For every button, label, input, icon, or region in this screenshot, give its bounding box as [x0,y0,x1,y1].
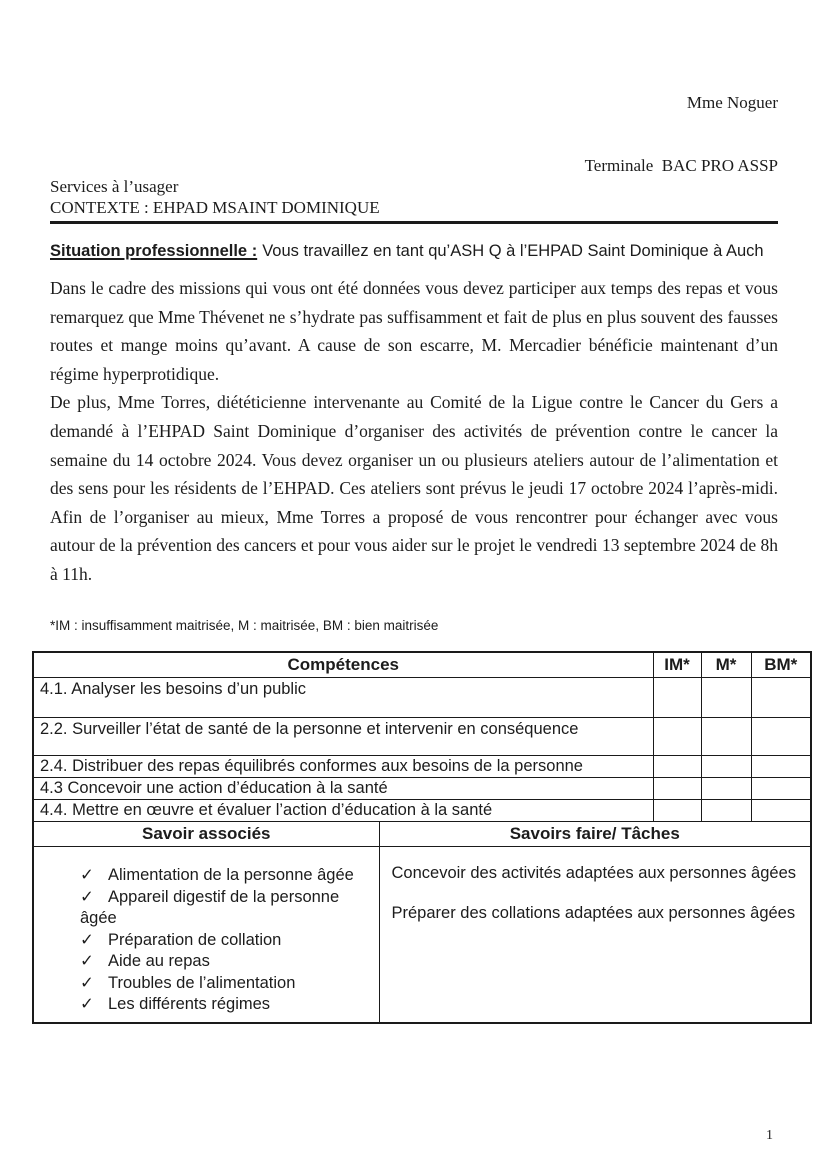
savoir-item-label: Préparation de collation [108,930,282,949]
teacher-name: Mme Noguer [686,93,778,112]
grade-cell-empty [701,756,751,778]
task-item: Concevoir des activités adaptées aux personnes âgées [391,864,796,883]
grade-cell-empty [751,756,811,778]
grade-cell-empty [751,800,811,822]
check-icon: ✓ [80,887,94,906]
competence-label: 4.4. Mettre en œuvre et évaluer l’action d’éducation à la santé [33,800,653,822]
savoir-associes-header: Savoir associés [33,822,379,847]
grade-cell-empty [701,800,751,822]
competence-label: 4.1. Analyser les besoins d’un public [33,678,653,718]
competence-label: 4.3 Concevoir une action d’éducation à la santé [33,778,653,800]
table-row [33,756,811,778]
table-row [33,778,811,800]
table-row [33,718,811,756]
grade-cell-empty [653,778,701,800]
class-level: Terminale BAC PRO ASSP [584,156,778,175]
list-item [80,930,369,952]
context-title: CONTEXTE : EHPAD MSAINT DOMINIQUE [50,198,380,217]
list-item [80,951,369,973]
check-icon: ✓ [80,995,94,1014]
grade-cell-empty [653,800,701,822]
situation-line [50,240,778,262]
document-header [50,50,778,224]
situation-text: Vous travaillez en tant qu’ASH Q à l’EHPAD Saint Dominique à Auch [262,242,764,260]
savoir-item-label: Appareil digestif de la personne âgée [80,887,340,928]
savoirs-check-list [40,849,373,1020]
savoirs-content-row [33,847,811,1023]
grading-legend-note: *IM : insuffisamment maitrisée, M : maitrisée, BM : bien maitrisée [50,617,439,633]
list-item [80,973,369,995]
header-right [585,50,778,218]
savoir-associes-cell [33,847,379,1023]
task-item: Préparer des collations adaptées aux personnes âgées [391,904,796,923]
savoir-item-label: Alimentation de la personne âgée [108,866,354,885]
list-item [80,865,369,887]
grade-cell-empty [751,718,811,756]
check-icon: ✓ [80,973,94,992]
paragraph: Dans le cadre des missions qui vous ont été données vous devez participer aux temps des repas et vous remarquez que Mme Thévenet ne s’hydrate pas suffisamment et fait de plus en plus souvent des fausses routes et mange moins qu’avant. A cause de son escarre, M. Mercadier bénéficie maintenant d’un régime hyperprotidique. [50,278,778,384]
check-icon: ✓ [80,930,94,949]
savoir-item-label: Les différents régimes [108,995,271,1014]
grade-header-m: M* [701,652,751,678]
list-item [80,994,369,1016]
competence-label: 2.2. Surveiller l’état de santé de la personne et intervenir en conséquence [33,718,653,756]
grade-cell-empty [653,678,701,718]
table-row [33,678,811,718]
savoirs-faire-cell [379,847,811,1023]
grade-header-bm: BM* [751,652,811,678]
page-number: 1 [766,1128,773,1143]
table-row [33,800,811,822]
competences-header-cell: Compétences [33,652,653,678]
check-icon: ✓ [80,866,94,885]
paragraph: De plus, Mme Torres, diététicienne intervenante au Comité de la Ligue contre le Cancer du Gers a demandé à l’EHPAD Saint Dominique d’organiser des activités de prévention contre le cancer la semaine du 14 octobre 2024. Vous devez organiser un ou plusieurs ateliers autour de l’alimentation et des sens pour les résidents de l’EHPAD. Ces ateliers sont prévus le jeudi 17 octobre 2024 l’après-midi. Afin de l’organiser au mieux, Mme Torres a proposé de vous rencontrer pour échanger avec vous autour de la prévention des cancers et pour vous aider sur le projet le vendredi 13 septembre 2024 de 8h à 11h. [50,392,778,584]
header-left [50,176,380,218]
grade-cell-empty [701,718,751,756]
table-header-row [33,652,811,678]
competence-label: 2.4. Distribuer des repas équilibrés conformes aux besoins de la personne [33,756,653,778]
grade-cell-empty [653,718,701,756]
savoir-item-label: Troubles de l’alimentation [108,973,296,992]
savoir-item-label: Aide au repas [108,952,210,971]
tasks-list [386,849,805,947]
grade-header-im: IM* [653,652,701,678]
body-text [50,274,778,589]
grade-cell-empty [751,778,811,800]
check-icon: ✓ [80,952,94,971]
competences-table [32,651,812,1024]
grade-cell-empty [701,678,751,718]
savoirs-faire-header: Savoirs faire/ Tâches [379,822,811,847]
grade-cell-empty [653,756,701,778]
savoirs-header-row [33,822,811,847]
subject-title: Services à l’usager [50,177,179,196]
situation-label: Situation professionnelle : [50,242,258,260]
list-item [80,887,369,930]
grade-cell-empty [701,778,751,800]
grade-cell-empty [751,678,811,718]
